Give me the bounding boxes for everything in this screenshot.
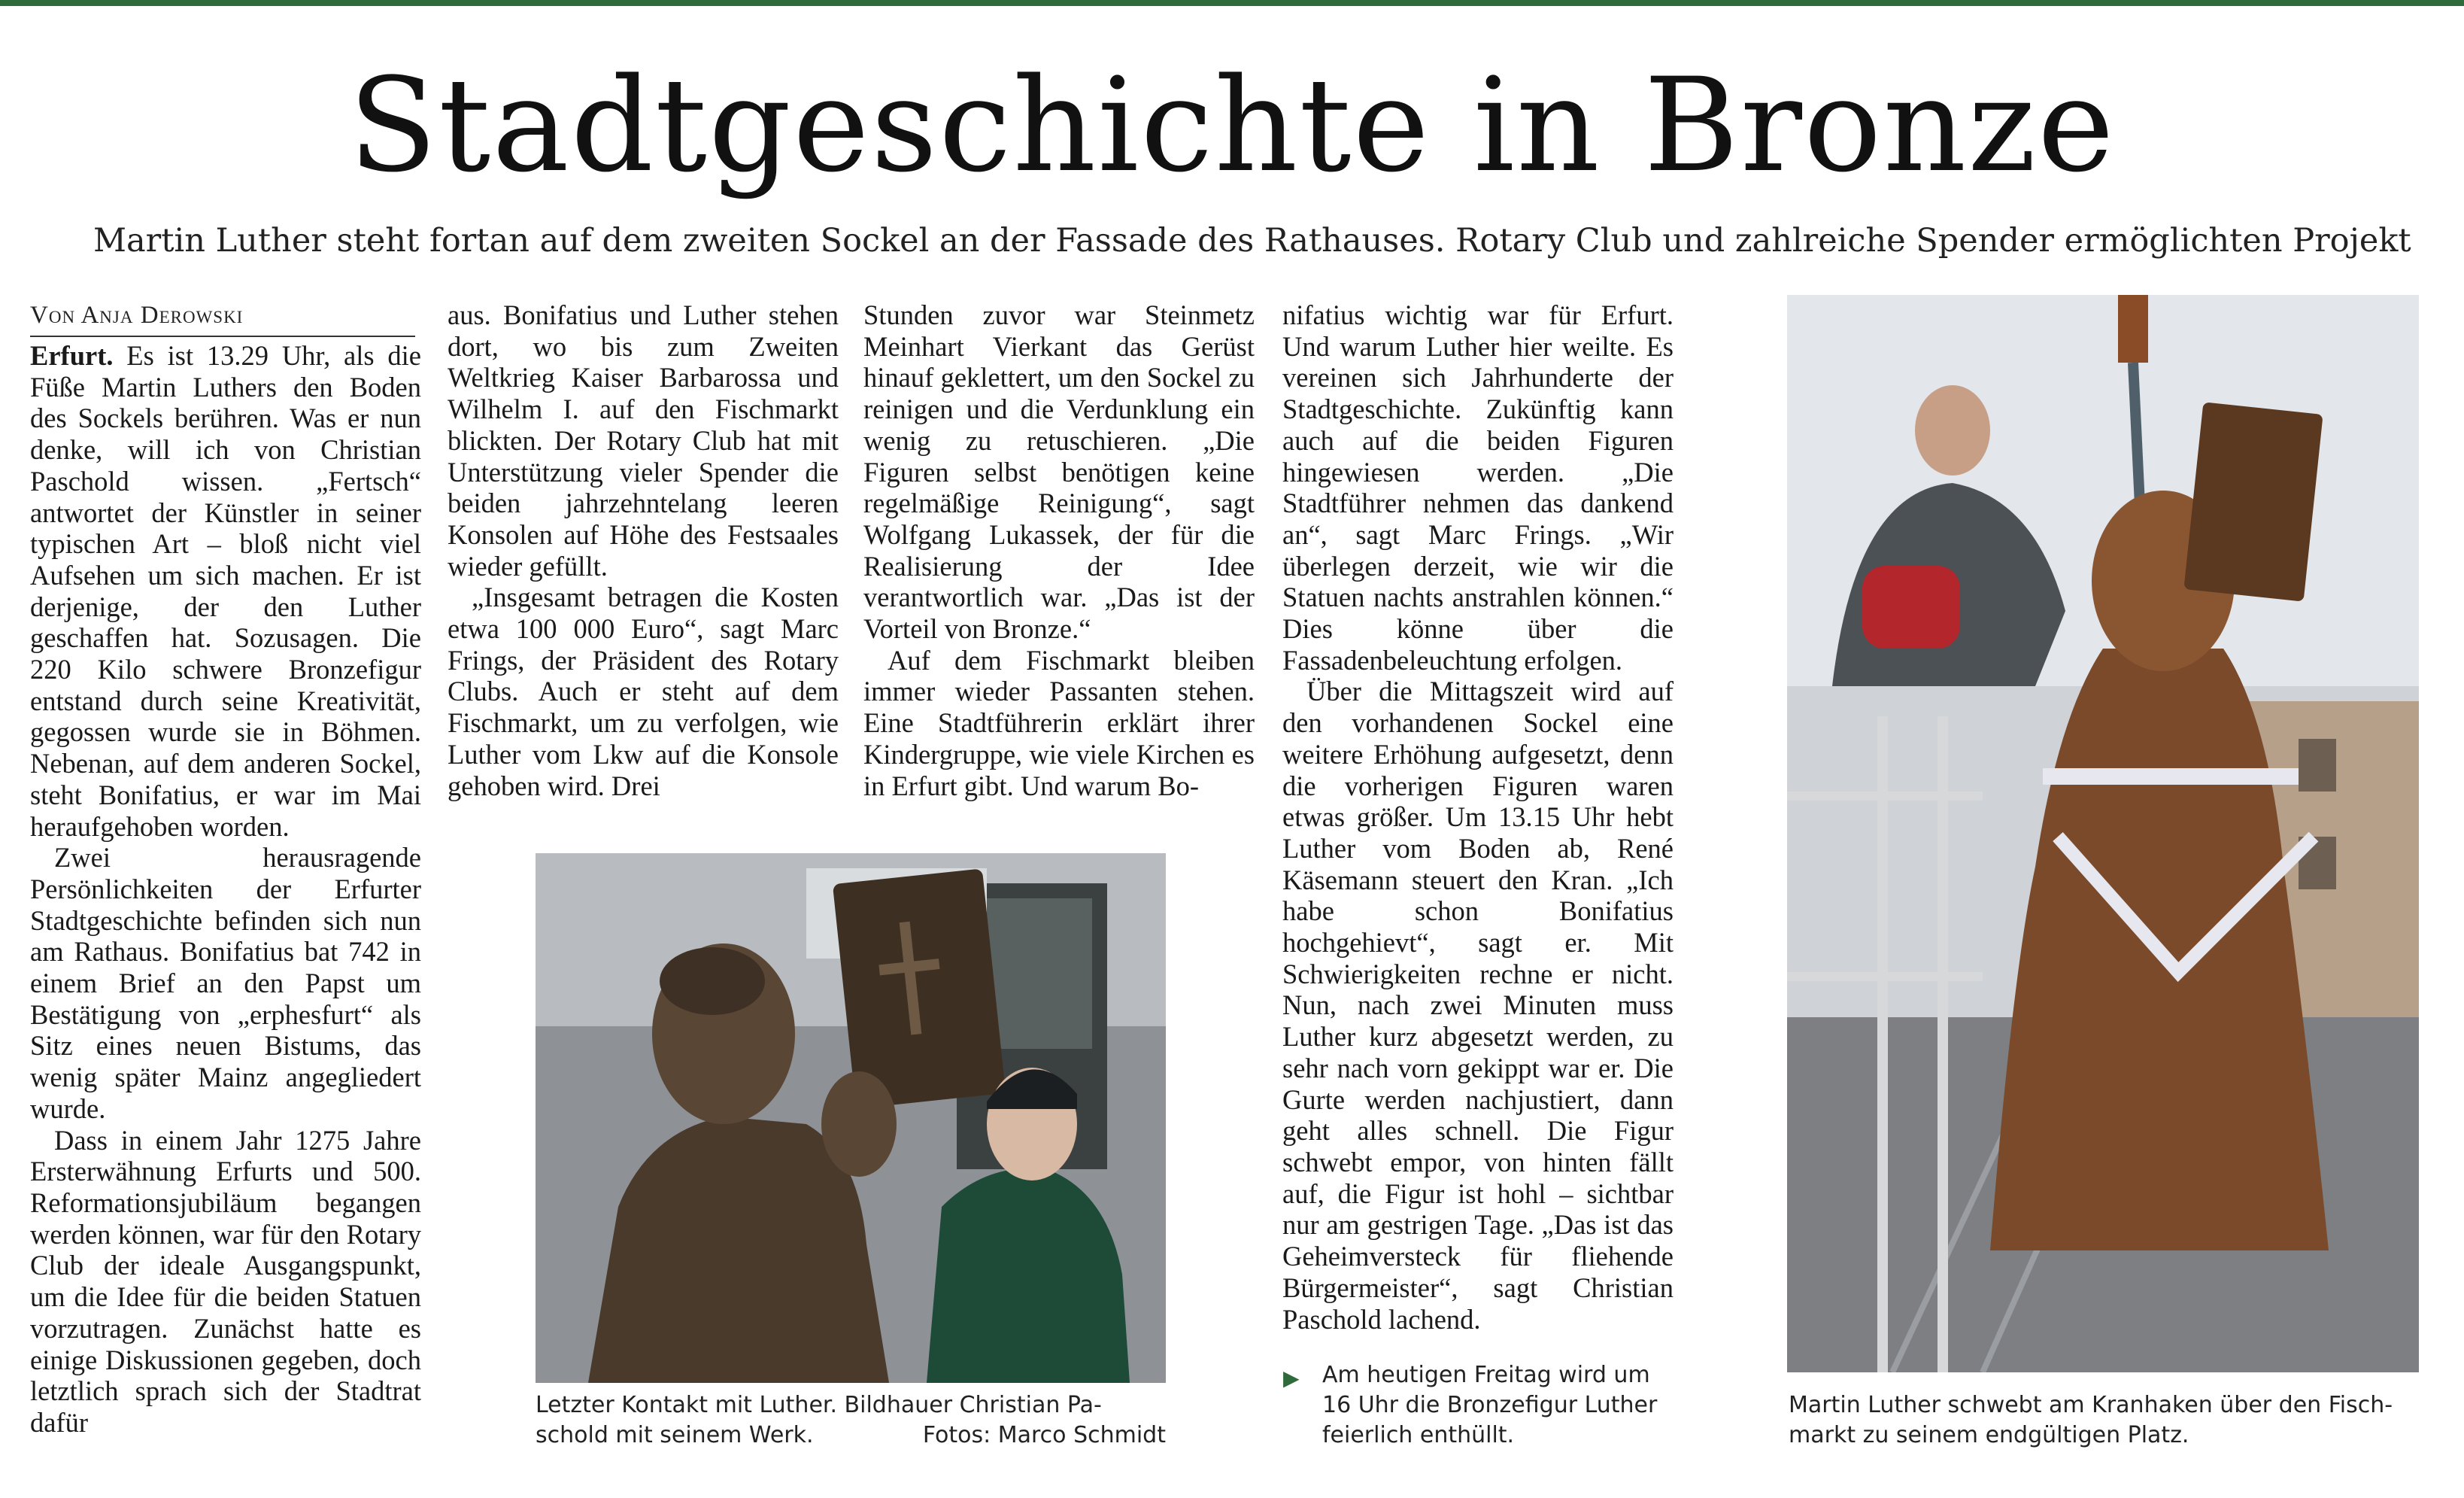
caption-line: schold mit seinem Werk. <box>536 1422 814 1448</box>
paragraph: Stunden zuvor war Steinmetz Meinhart Vierkant das Gerüst hinauf geklettert, um den Sockel zu reinigen und die Verdunklung ein wenig zu retuschieren. „Die Figuren selbst benötigen keine regelmäßige Reinigung“, sagt Wolfgang Lukassek, der für die Realisierung der Idee verantwortlich war. „Das ist der Vorteil von Bronze.“ <box>863 299 1255 645</box>
info-note-line: feierlich enthüllt. <box>1322 1422 1515 1448</box>
paragraph-text: Es ist 13.29 Uhr, als die Füße Martin Luthers den Boden des Sockels berühren. Was er nun denke, will ich von Christian Paschold wissen. „Fertsch“ antwortet der Künstler in seiner typischen Art – bloß nicht viel Aufsehen um sich machen. Er ist derjenige, der den Luther geschaffen hat. Sozusagen. Die 220 Kilo schwere Bronzefigur entstand durch seine Kreativität, gegossen wurde sie in Böhmen. Nebenan, auf dem anderen Sockel, steht Bonifatius, er war im Mai heraufgehoben worden. <box>30 340 421 842</box>
paragraph: Zwei herausragende Persönlichkeiten der Erfurter Stadtgeschichte befinden sich nun am Rathaus. Bonifatius bat 742 in einem Brief an den Papst um Bestätigung von „erphesfurt“ als Sitz eines neuen Bistums, das wenig später Mainz angegliedert wurde. <box>30 842 421 1124</box>
info-note-text <box>1283 1360 1704 1451</box>
photo-statue-on-crane <box>1787 295 2419 1372</box>
arrow-right-icon: ▶ <box>1283 1366 1300 1390</box>
photo-crane-illustration <box>1787 295 2419 1372</box>
byline: Von Anja Derowski <box>30 301 415 337</box>
dateline-place: Erfurt. <box>30 340 114 371</box>
paragraph <box>30 340 421 842</box>
photo2-caption <box>1789 1390 2435 1451</box>
paragraph: aus. Bonifatius und Luther stehen dort, wo bis zum Zweiten Weltkrieg Kaiser Barbarossa und Wilhelm I. auf den Fischmarkt blickten. Der Rotary Club hat mit Unterstützung vieler Spender die beiden jahrzehntelang leeren Konsolen auf Höhe des Festsaales wieder gefüllt. <box>448 299 839 582</box>
paragraph: Über die Mittagszeit wird auf den vorhandenen Sockel eine weitere Erhöhung aufgesetzt, denn die vorherigen Figuren waren etwas größer. Um 13.15 Uhr hebt Luther vom Boden ab, René Käsemann steuert den Kran. „Ich habe schon Bonifatius hochgehievt“, sagt er. Mit Schwierigkeiten rechne er nicht. Nun, nach zwei Minuten muss Luther kurz abgesetzt werden, zu sehr nach vorn gekippt war er. Die Gurte werden nachjustiert, dann geht alles schnell. Die Figur schwebt empor, von hinten fällt auf, die Figur ist hohl – sichtbar nur am gestrigen Tage. „Das ist das Geheimversteck für fliehende Bürgermeister“, sagt Christian Paschold lachend. <box>1282 676 1674 1335</box>
caption-row <box>536 1421 1166 1451</box>
info-note <box>1283 1360 1704 1451</box>
paragraph: nifatius wichtig war für Erfurt. Und warum Luther hier weilte. Es vereinen sich Jahrhunderte der Stadtgeschichte. Zukünftig kann auch auf die beiden Figuren hingewiesen werden. „Die Stadtführer nehmen das dankend an“, sagt Marc Frings. „Wir überlegen derzeit, wie wir die Statuen nachts anstrahlen können.“ Dies könne über die Fassadenbeleuchtung erfolgen. <box>1282 299 1674 676</box>
headline: Stadtgeschichte in Bronze <box>348 50 2116 201</box>
caption-line: Martin Luther schwebt am Kranhaken über den Fisch- <box>1789 1392 2393 1418</box>
article-column-4 <box>1282 299 1674 1335</box>
photo-sculptor-with-statue <box>536 853 1166 1383</box>
photo-credit: Fotos: Marco Schmidt <box>922 1422 1166 1448</box>
subheadline: Martin Luther steht fortan auf dem zweiten Sockel an der Fassade des Rathauses. Rotary Club und zahlreiche Spender ermöglichten Projekt <box>93 222 2411 260</box>
paragraph: Dass in einem Jahr 1275 Jahre Ersterwähnung Erfurts und 500. Reformationsjubiläum begangen werden können, war für den Rotary Club der ideale Ausgangspunkt, um die Idee für die beiden Statuen vorzutragen. Zunächst hatte es einige Diskussionen gegeben, doch letztlich sprach sich der Stadtrat dafür <box>30 1124 421 1438</box>
photo-sculptor-illustration <box>536 853 1166 1383</box>
info-note-line: 16 Uhr die Bronzefigur Luther <box>1322 1392 1658 1418</box>
photo1-caption <box>536 1390 1166 1451</box>
article-column-1 <box>30 340 421 1439</box>
top-rule <box>0 0 2464 6</box>
paragraph: „Insgesamt betragen die Kosten etwa 100 000 Euro“, sagt Marc Frings, der Präsident des Rotary Clubs. Auch er steht auf dem Fischmarkt, um zu verfolgen, wie Luther vom Lkw auf die Konsole gehoben wird. Drei <box>448 582 839 801</box>
caption-line: Letzter Kontakt mit Luther. Bildhauer Christian Pa- <box>536 1392 1102 1418</box>
caption-line: markt zu seinem endgültigen Platz. <box>1789 1422 2189 1448</box>
info-note-line: Am heutigen Freitag wird um <box>1322 1362 1650 1388</box>
article-column-3 <box>863 299 1255 801</box>
paragraph: Auf dem Fischmarkt bleiben immer wieder Passanten stehen. Eine Stadtführerin erklärt ihrer Kindergruppe, wie viele Kirchen es in Erfurt gibt. Und warum Bo- <box>863 644 1255 801</box>
article-column-2 <box>448 299 839 801</box>
